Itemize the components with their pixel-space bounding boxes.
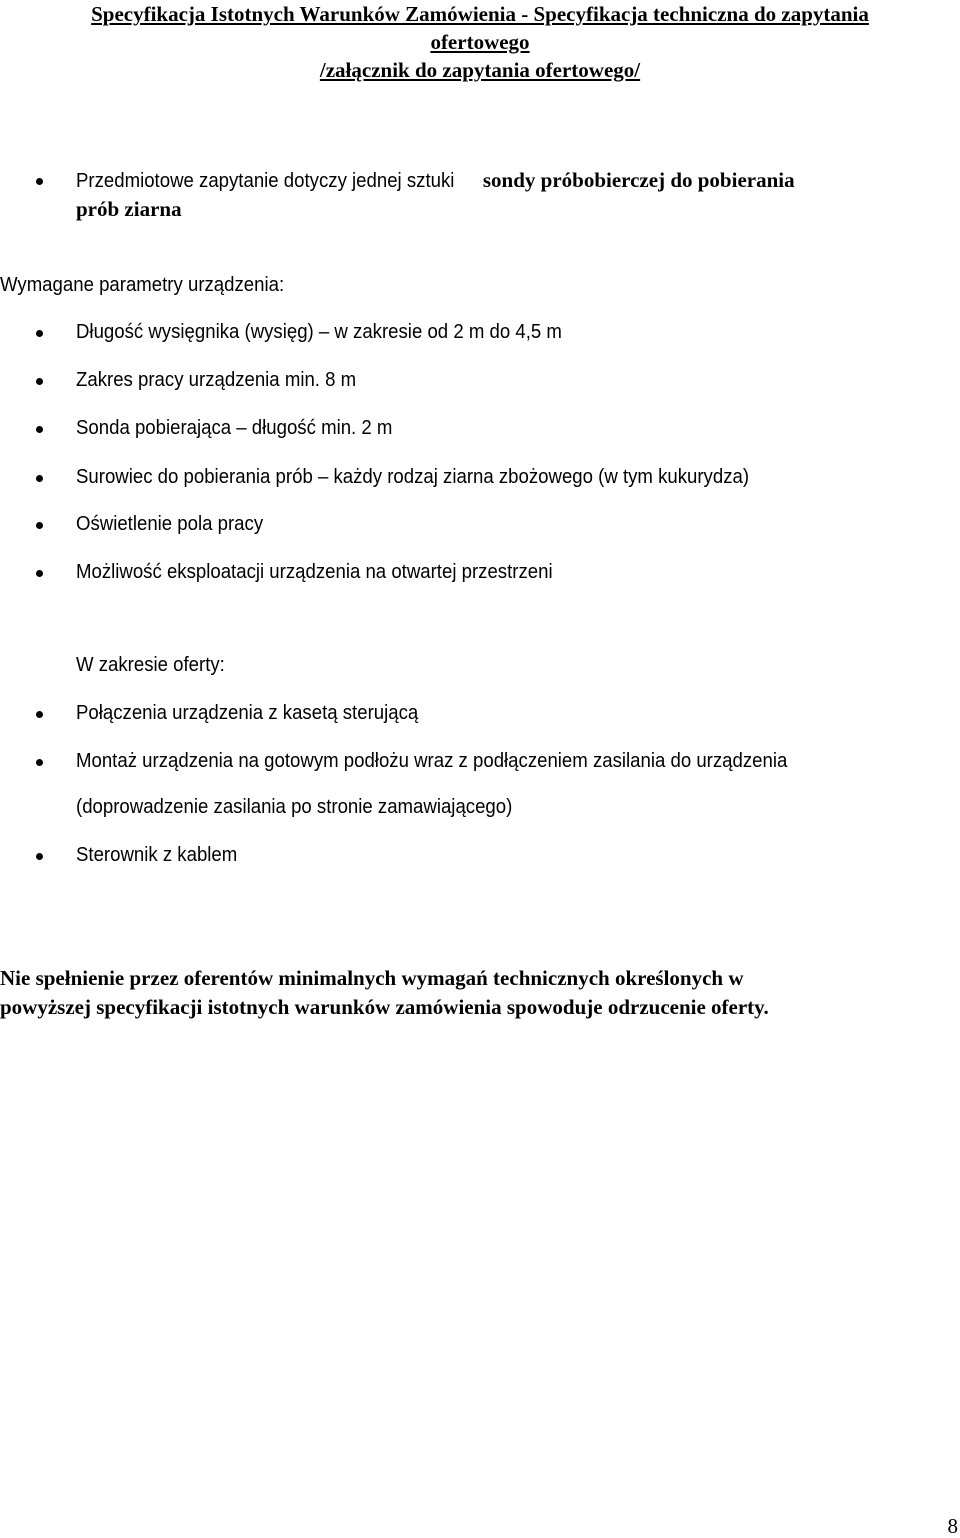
requirement-text xyxy=(76,318,598,346)
closing-statement-line-1: Nie spełnienie przez oferentów minimalnych wymagań technicznych określonych w xyxy=(0,966,744,990)
offer-scope-heading xyxy=(76,651,236,679)
bullet-icon xyxy=(36,178,43,185)
bullet-icon xyxy=(36,426,43,433)
bullet-icon xyxy=(36,378,43,385)
requirements-heading xyxy=(0,271,306,299)
header-title-line-1: Specyfikacja Istotnych Warunków Zamówienia - Specyfikacja techniczna do zapytania xyxy=(91,2,869,26)
bullet-icon xyxy=(36,475,43,482)
offer-scope-heading-text: W zakresie oferty: xyxy=(76,654,225,676)
bullet-icon xyxy=(36,759,43,766)
requirement-text-value: Zakres pracy urządzenia min. 8 m xyxy=(76,369,357,391)
offer-scope-text-value: Montaż urządzenia na gotowym podłożu wraz z podłączeniem zasilania do urządzenia xyxy=(76,750,788,772)
closing-statement xyxy=(0,964,960,1022)
offer-scope-text xyxy=(76,699,444,727)
requirement-text-value: Sonda pobierająca – długość min. 2 m xyxy=(76,417,393,439)
bullet-icon xyxy=(36,570,43,577)
page-number: 8 xyxy=(947,1514,958,1538)
offer-scope-text-continued-value: (doprowadzenie zasilania po stronie zamawiającego) xyxy=(76,796,513,818)
header-title-line-2: ofertowego xyxy=(430,30,530,54)
requirement-text xyxy=(76,366,377,394)
intro-text-bold: sondy próbobierczej do pobierania xyxy=(482,168,795,192)
offer-scope-text-value: Połączenia urządzenia z kasetą sterującą xyxy=(76,702,419,724)
requirement-text xyxy=(76,558,588,586)
bullet-icon xyxy=(36,711,43,718)
intro-text-regular: Przedmiotowe zapytanie dotyczy jednej sztuki xyxy=(76,170,455,192)
closing-statement-line-2: powyższej specyfikacji istotnych warunków zamówienia spowoduje odrzucenie oferty. xyxy=(0,995,769,1019)
bullet-icon xyxy=(36,522,43,529)
requirement-text-value: Długość wysięgnika (wysięg) – w zakresie od 2 m do 4,5 m xyxy=(76,321,562,343)
header-attachment-line: /załącznik do zapytania ofertowego/ xyxy=(319,58,641,82)
requirement-text xyxy=(76,510,277,538)
offer-scope-text xyxy=(76,747,841,775)
offer-scope-text xyxy=(76,841,249,869)
requirement-text-value: Oświetlenie pola pracy xyxy=(76,513,264,535)
bullet-icon xyxy=(36,853,43,860)
requirement-text-value: Możliwość eksploatacji urządzenia na otwartej przestrzeni xyxy=(76,561,553,583)
requirement-text xyxy=(76,463,800,491)
offer-scope-text-value: Sterownik z kablem xyxy=(76,844,238,866)
offer-scope-text-continued xyxy=(76,793,545,821)
requirement-text-value: Surowiec do pobierania prób – każdy rodzaj ziarna zbożowego (w tym kukurydza) xyxy=(76,466,750,488)
document-header xyxy=(0,0,960,84)
intro-text xyxy=(76,166,795,195)
intro-text-bold-continued: prób ziarna xyxy=(76,197,182,221)
requirements-heading-text: Wymagane parametry urządzenia: xyxy=(0,274,285,296)
bullet-icon xyxy=(36,330,43,337)
requirement-text xyxy=(76,414,416,442)
